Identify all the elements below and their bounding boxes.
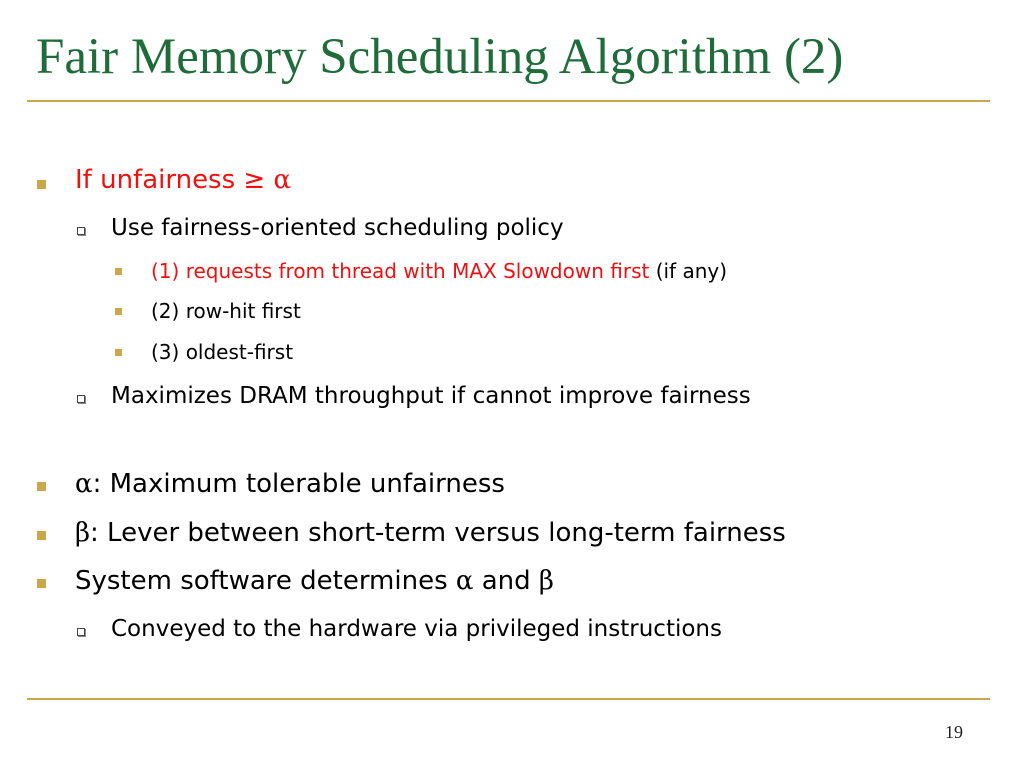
sub-bullet-hollow-square-icon	[77, 628, 85, 636]
bullet-square-icon	[37, 180, 46, 189]
bullet-text: : Maximum tolerable unfairness	[92, 469, 505, 499]
bullet-square-icon	[37, 482, 46, 491]
bullet-beta-definition	[75, 517, 786, 549]
plain-text: (if any)	[649, 259, 728, 283]
bullet-system-software	[75, 565, 554, 597]
sub-bullet-hollow-square-icon	[77, 227, 85, 235]
sub-sub-bullet-oldest-first: (3) oldest-first	[151, 340, 294, 364]
alpha-symbol: α	[273, 165, 292, 195]
sub-bullet-dram-throughput: Maximizes DRAM throughput if cannot improve fairness	[111, 383, 751, 409]
bullet-square-icon	[37, 531, 46, 540]
bullet-unfairness-condition	[75, 164, 291, 196]
and-text: and	[473, 566, 539, 596]
highlight-text: (1) requests from thread with MAX Slowdown first	[151, 259, 650, 283]
sub-sub-bullet-max-slowdown	[151, 258, 727, 284]
slide-title: Fair Memory Scheduling Algorithm (2)	[36, 29, 844, 85]
bullet-square-icon	[115, 349, 122, 356]
bullet-square-icon	[37, 579, 46, 588]
alpha-symbol: α	[75, 469, 93, 499]
bullet-square-icon	[115, 268, 122, 275]
sub-bullet-policy: Use fairness-oriented scheduling policy	[111, 215, 564, 241]
bullet-text: : Lever between short-term versus long-term fairness	[90, 518, 786, 548]
bullet-square-icon	[115, 308, 122, 315]
bullet-alpha-definition	[75, 468, 505, 500]
beta-symbol: β	[75, 518, 91, 548]
page-number: 19	[945, 722, 963, 742]
sub-bullet-privileged-instructions: Conveyed to the hardware via privileged instructions	[111, 616, 722, 642]
bullet-text: System software determines	[75, 566, 456, 596]
bullet-text: If unfairness ≥	[75, 165, 274, 195]
sub-sub-bullet-row-hit: (2) row-hit first	[151, 299, 301, 323]
alpha-symbol: α	[455, 566, 474, 596]
beta-symbol: β	[538, 566, 554, 596]
sub-bullet-hollow-square-icon	[77, 395, 85, 403]
footer-divider	[27, 698, 990, 700]
